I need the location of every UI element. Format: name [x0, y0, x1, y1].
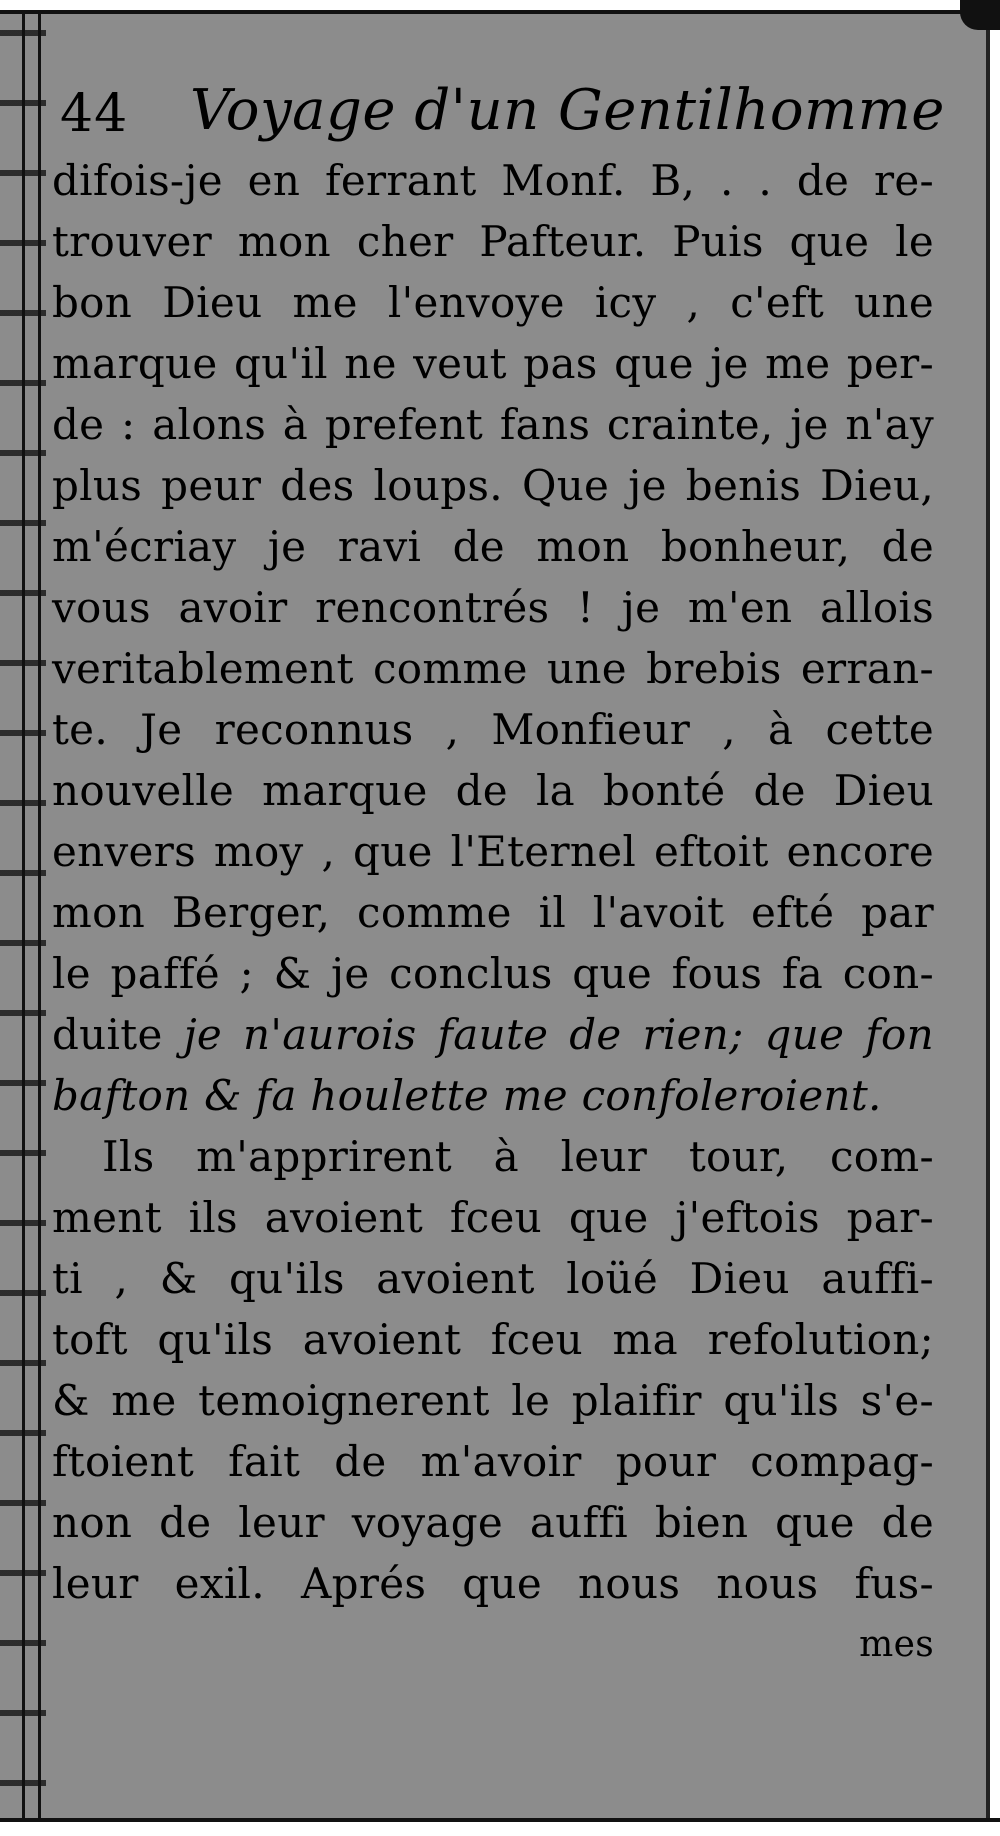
top-edge-shadow [0, 10, 1000, 14]
text-line: & me temoignerent le plaifir qu'ils s'e- [52, 1376, 934, 1425]
body-text [52, 150, 934, 1675]
italic-quotation: je n'aurois faute de rien; que fon [183, 1010, 934, 1059]
text-line: toft qu'ils avoient fceu ma refolution; [52, 1315, 934, 1364]
text-line: mon Berger, comme il l'avoit efté par [52, 888, 934, 937]
text-line: envers moy , que l'Eternel eftoit encore [52, 827, 934, 876]
text-line: veritablement comme une brebis erran- [52, 644, 934, 693]
text-line: ftoient fait de m'avoir pour compag- [52, 1437, 934, 1486]
text-line: ment ils avoient fceu que j'eftois par- [52, 1193, 934, 1242]
text-line: nouvelle marque de la bonté de Dieu [52, 766, 934, 815]
text-line: le paffé ; & je conclus que fous fa con- [52, 949, 934, 998]
text-line: plus peur des loups. Que je benis Dieu, [52, 461, 934, 510]
text-line: ti , & qu'ils avoient loüé Dieu auffi- [52, 1254, 934, 1303]
text-line: vous avoir rencontrés ! je m'en allois [52, 583, 934, 632]
bottom-edge-shadow [0, 1818, 1000, 1822]
binding-line [38, 10, 41, 1826]
catchword: mes [859, 1624, 934, 1665]
text-line: te. Je reconnus , Monfieur , à cette [52, 705, 934, 754]
text-line: non de leur voyage auffi bien que de [52, 1498, 934, 1547]
text-line: bon Dieu me l'envoye icy , c'eft une [52, 278, 934, 327]
paragraph-first-line: Ils m'apprirent à leur tour, com- [102, 1132, 934, 1181]
corner-ink-blot [960, 0, 1000, 30]
text-line: marque qu'il ne veut pas que je me per- [52, 339, 934, 388]
binding-line [22, 10, 25, 1826]
right-edge-shadow [986, 14, 990, 1822]
running-title: Voyage d'un Gentilhomme [190, 78, 945, 143]
text-line: difois-je en ferrant Monf. B, . . de re- [52, 156, 934, 205]
page-number: 44 [60, 84, 129, 144]
text-line: leur exil. Aprés que nous nous fus- [52, 1559, 934, 1608]
text-line: trouver mon cher Pafteur. Puis que le [52, 217, 934, 266]
page-header [60, 78, 945, 148]
bottom-edge [0, 1820, 1000, 1836]
text-line-mixed [52, 1004, 934, 1065]
text-line: de : alons à prefent fans crainte, je n'ay [52, 400, 934, 449]
italic-quotation-line: bafton & fa houlette me confoleroient. [52, 1071, 882, 1120]
text-line: m'écriay je ravi de mon bonheur, de [52, 522, 934, 571]
text-segment: duite [52, 1010, 163, 1059]
